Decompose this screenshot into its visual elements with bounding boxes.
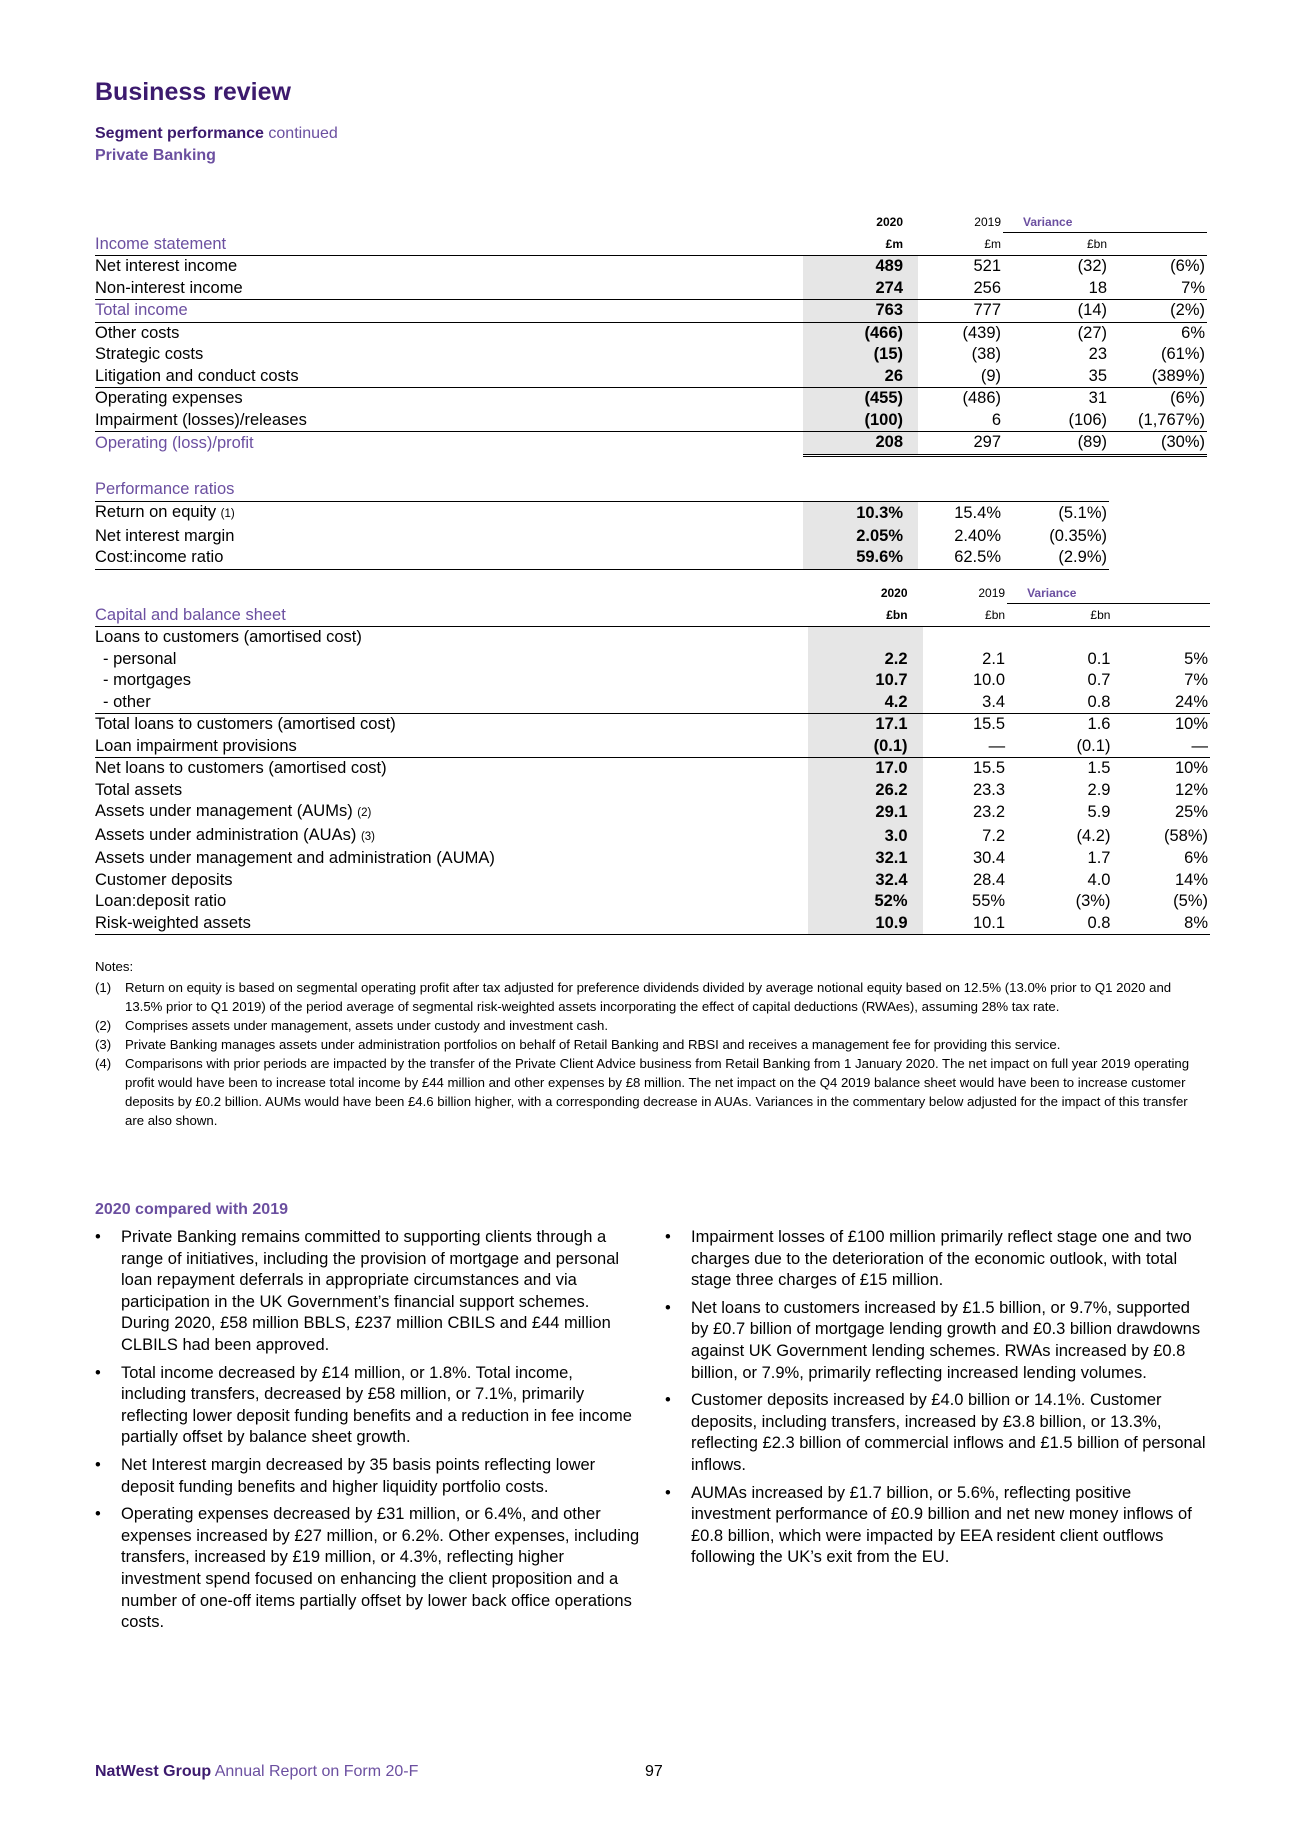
page-footer <box>95 1763 663 1781</box>
table-row: Strategic costs (15) (38) 23 (61%) <box>95 344 1207 366</box>
balance-header-years <box>95 583 1210 604</box>
table-row: - other 4.2 3.4 0.8 24% <box>95 692 1210 714</box>
table-row: Return on equity (1) 10.3% 15.4% (5.1%) <box>95 502 1109 526</box>
table-row: Total assets 26.2 23.3 2.9 12% <box>95 780 1210 802</box>
page-number: 97 <box>645 1763 663 1780</box>
table-row: Loan impairment provisions (0.1) — (0.1) — <box>95 736 1210 758</box>
commentary-left-column <box>95 1227 640 1640</box>
commentary-right-column <box>665 1227 1210 1575</box>
table-row: Net interest income 489 521 (32) (6%) <box>95 256 1207 278</box>
table-row: Assets under management and administration (AUMA) 32.1 30.4 1.7 6% <box>95 848 1210 870</box>
table-row: Total loans to customers (amortised cost) 17.1 15.5 1.6 10% <box>95 714 1210 736</box>
table-row: Other costs (466) (439) (27) 6% <box>95 322 1207 344</box>
table-row: Non-interest income 274 256 18 7% <box>95 278 1207 300</box>
table-row: Risk-weighted assets 10.9 10.1 0.8 8% <box>95 913 1210 935</box>
segment-subtitle <box>95 125 338 143</box>
notes-section <box>95 957 1210 1130</box>
unit-variance: £bn <box>1003 233 1109 256</box>
performance-ratios-table <box>95 479 1109 570</box>
income-statement-title: Income statement <box>95 233 803 256</box>
bullet-icon: • <box>95 1363 101 1382</box>
income-header-units <box>95 233 1207 256</box>
continued-label: continued <box>268 125 338 142</box>
list-item: • Total income decreased by £14 million, or 1.8%. Total income, including transfers, decreased by £58 million, or 7.1%, primarily reflecting lower deposit funding benefits and a reduction in fee income partially offset by balance sheet growth. <box>95 1363 632 1447</box>
table-row: - personal 2.2 2.1 0.1 5% <box>95 649 1210 671</box>
note-item: (2) Comprises assets under management, assets under custody and investment cash. <box>95 1018 609 1033</box>
list-item: • AUMAs increased by £1.7 billion, or 5.6%, reflecting positive investment performance of £0.9 billion and net new money inflows of £0.8 billion, which were impacted by EEA resident client outflows following the UK’s exit from the EU. <box>665 1483 1192 1567</box>
year-2020: 2020 <box>803 212 918 233</box>
variance-header: Variance <box>1007 583 1210 604</box>
bullet-icon: • <box>95 1505 101 1524</box>
table-row: Loans to customers (amortised cost) <box>95 627 1210 649</box>
income-statement-table <box>95 212 1207 457</box>
ratios-header <box>95 479 1109 502</box>
table-row: Customer deposits 32.4 28.4 4.0 14% <box>95 870 1210 892</box>
table-row: Assets under management (AUMs) (2) 29.1 23.2 5.9 25% <box>95 801 1210 825</box>
unit-2019: £bn <box>923 604 1008 627</box>
notes-heading: Notes: <box>95 959 134 974</box>
list-item: • Private Banking remains committed to supporting clients through a range of initiatives, including the provision of mortgage and personal loan repayment deferrals in appropriate circumstances and via participation in the UK Government’s financial support schemes. During 2020, £58 million BBLS, £237 million CBILS and £44 million CLBILS had been approved. <box>95 1228 620 1354</box>
unit-2019: £m <box>918 233 1003 256</box>
balance-sheet-table <box>95 583 1210 935</box>
section-title: Private Banking <box>95 147 216 164</box>
bullet-icon: • <box>665 1483 671 1502</box>
bullet-icon: • <box>95 1455 101 1474</box>
note-item: (4) Comparisons with prior periods are impacted by the transfer of the Private Client Advice business from Retail Banking from 1 January 2020. The net impact on full year 2019 operating profit would have been to increase total income by £44 million and other expenses by £8 million. The net impact on the Q4 2019 balance sheet would have been to increase customer deposits by £0.2 billion. AUMs would have been £4.6 billion higher, with a corresponding decrease in AUAs. Variances in the commentary below adjusted for the impact of this transfer are also shown. <box>95 1056 1190 1128</box>
table-row: Net interest margin 2.05% 2.40% (0.35%) <box>95 526 1109 548</box>
performance-ratios-title: Performance ratios <box>95 479 803 502</box>
table-row: Total income 763 777 (14) (2%) <box>95 300 1207 323</box>
footer-brand: NatWest Group <box>95 1763 212 1780</box>
table-row: Operating (loss)/profit 208 297 (89) (30%) <box>95 432 1207 456</box>
bullet-icon: • <box>665 1298 671 1317</box>
variance-header: Variance <box>1003 212 1207 233</box>
unit-2020: £bn <box>808 604 922 627</box>
year-2019: 2019 <box>978 586 1006 601</box>
table-row: Litigation and conduct costs 26 (9) 35 (389%) <box>95 366 1207 388</box>
unit-2020: £m <box>803 233 918 256</box>
table-row: Loan:deposit ratio 52% 55% (3%) (5%) <box>95 891 1210 913</box>
table-row: Operating expenses (455) (486) 31 (6%) <box>95 388 1207 410</box>
income-header-years <box>95 212 1207 233</box>
table-row: - mortgages 10.7 10.0 0.7 7% <box>95 670 1210 692</box>
table-row: Net loans to customers (amortised cost) 17.0 15.5 1.5 10% <box>95 758 1210 780</box>
table-row: Cost:income ratio 59.6% 62.5% (2.9%) <box>95 547 1109 569</box>
table-row: Assets under administration (AUAs) (3) 3.0 7.2 (4.2) (58%) <box>95 825 1210 849</box>
list-item: • Impairment losses of £100 million primarily reflect stage one and two charges due to the deterioration of the economic outlook, with total stage three charges of £15 million. <box>665 1228 1192 1290</box>
unit-variance: £bn <box>1007 604 1112 627</box>
list-item: • Net loans to customers increased by £1.5 billion, or 9.7%, supported by £0.7 billion of mortgage lending growth and £0.3 billion drawdowns against UK Government lending schemes. RWAs increased by £0.8 billion, or 7.9%, primarily reflecting increased lending volumes. <box>665 1298 1201 1382</box>
footer-report: Annual Report on Form 20-F <box>214 1763 419 1780</box>
year-2019: 2019 <box>974 215 1001 230</box>
bullet-icon: • <box>665 1391 671 1410</box>
note-item: (3) Private Banking manages assets under administration portfolios on behalf of Retail Banking and RBSI and receives a management fee for providing this service. <box>95 1037 1061 1052</box>
list-item: • Operating expenses decreased by £31 million, or 6.4%, and other expenses increased by £27 million, or 6.2%. Other expenses, including transfers, increased by £19 million, or 4.3%, reflecting higher investment spend focused on enhancing the client proposition and a number of one-off items partially offset by lower back office operations costs. <box>95 1505 640 1632</box>
list-item: • Customer deposits increased by £4.0 billion or 14.1%. Customer deposits, including transfers, increased by £3.8 billion, or 13.3%, reflecting £2.3 billion of commercial inflows and £1.5 billion of personal inflows. <box>665 1391 1206 1474</box>
bullet-icon: • <box>95 1228 101 1246</box>
year-2020: 2020 <box>808 583 922 604</box>
bullet-icon: • <box>665 1228 671 1246</box>
balance-header-units <box>95 604 1210 627</box>
table-row: Impairment (losses)/releases (100) 6 (106) (1,767%) <box>95 410 1207 432</box>
balance-sheet-title: Capital and balance sheet <box>95 604 808 627</box>
list-item: • Net Interest margin decreased by 35 basis points reflecting lower deposit funding benefits and higher liquidity portfolio costs. <box>95 1455 596 1496</box>
segment-label: Segment performance <box>95 125 264 142</box>
commentary-heading: 2020 compared with 2019 <box>95 1201 288 1218</box>
note-item: (1) Return on equity is based on segmental operating profit after tax adjusted for preference dividends divided by average notional equity based on 12.5% (13.0% prior to Q1 2020 and 13.5% prior to Q1 2019) of the period average of segmental risk-weighted assets incorporating the effect of capital deductions (RWAes), assuming 28% tax rate. <box>95 980 1172 1014</box>
page-title: Business review <box>95 78 291 106</box>
